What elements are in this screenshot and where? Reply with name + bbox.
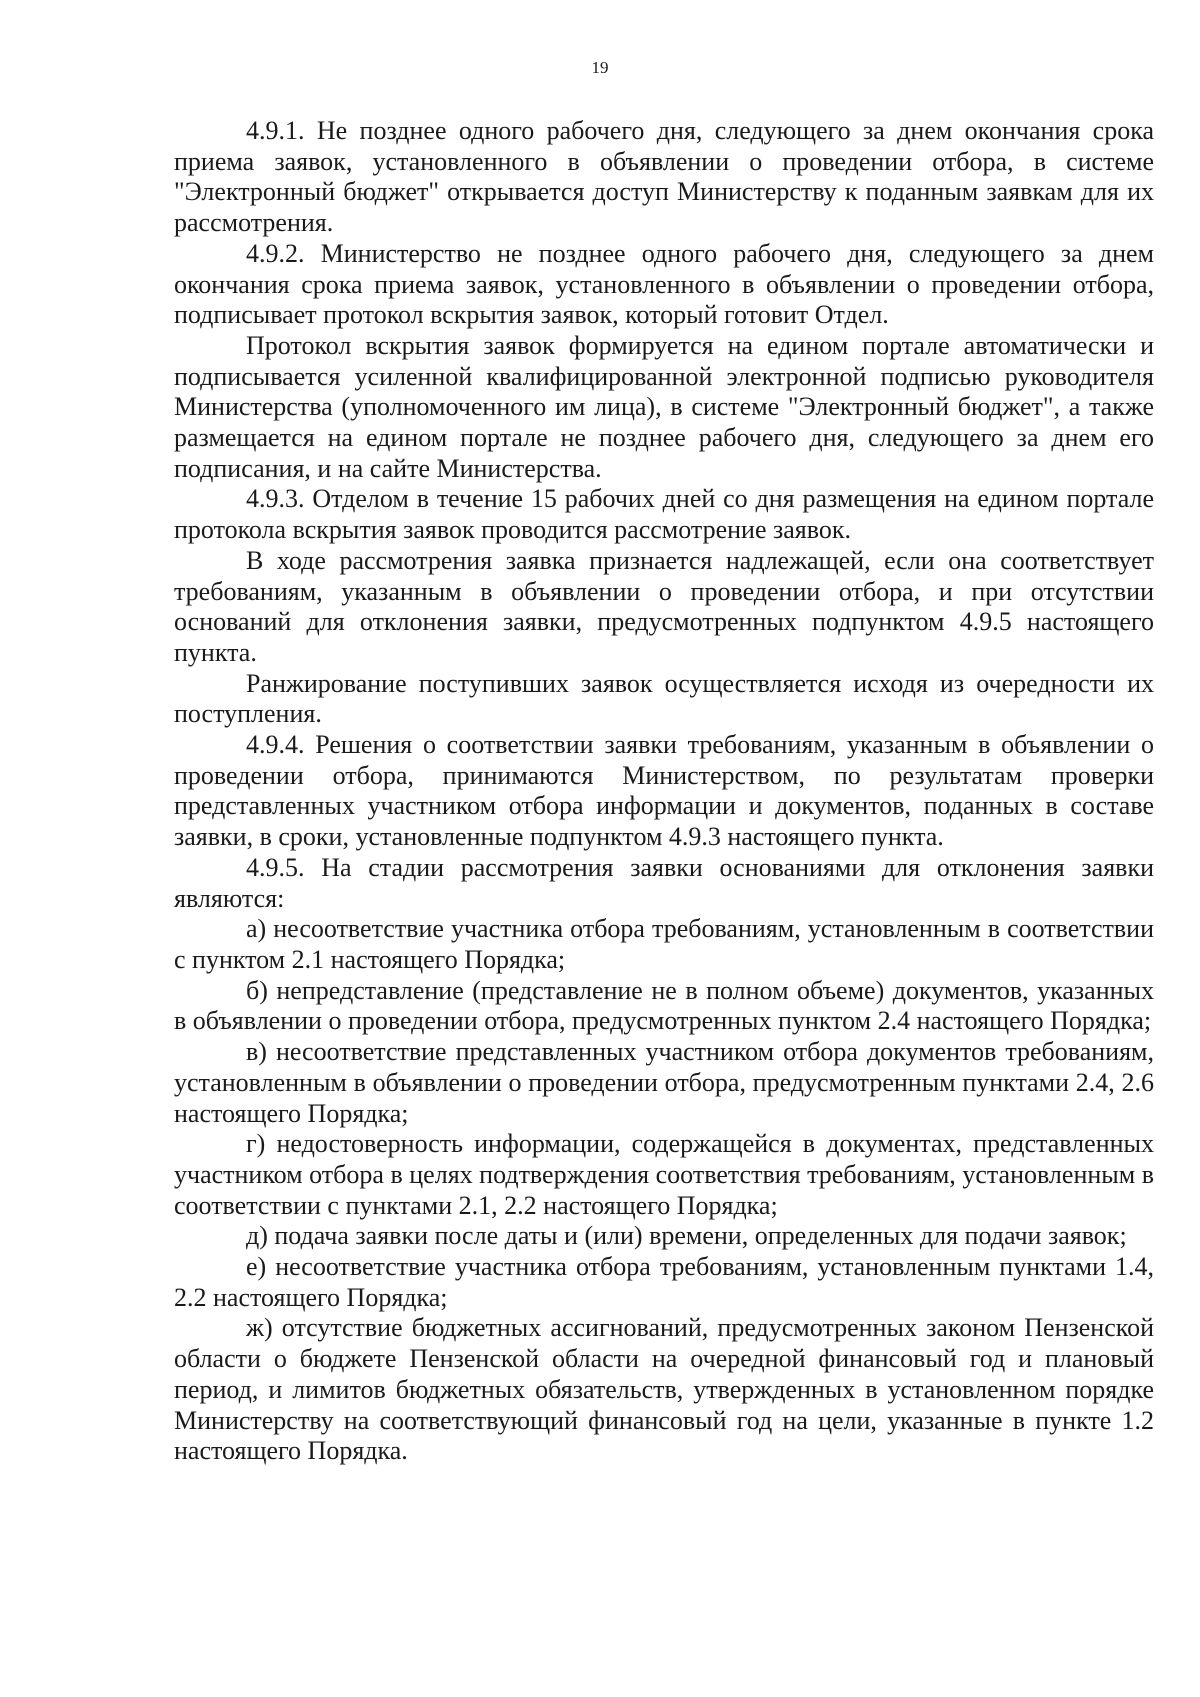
list-item-d: д) подача заявки после даты и (или) времени, определенных для подачи заявок; (246, 1221, 1127, 1251)
list-item-b: б) непредставление (представление не в полном объеме) документов, указанных в объявлении о проведении отбора, предусмотренных пунктом 2.4 настоящего Порядка; (174, 975, 1154, 1036)
paragraph-4-9-4: 4.9.4. Решения о соответствии заявки требованиям, указанным в объявлении о проведении отбора, принимаются Министерством, по результатам проверки представленных участником отбора информации и документов, поданных в составе заявки, в сроки, установленные подпунктом 4.9.3 настоящего пункта. (174, 730, 1154, 852)
list-item-g: г) недостоверность информации, содержащейся в документах, представленных участником отбора в целях подтверждения соответствия требованиям, установленным в соответствии с пунктами 2.1, 2.2 настоящего Порядка; (174, 1129, 1154, 1220)
paragraph-4-9-2: 4.9.2. Министерство не позднее одного рабочего дня, следующего за днем окончания срока приема заявок, установленного в объявлении о проведении отбора, подписывает протокол вскрытия заявок, который готовит Отдел. (174, 238, 1154, 330)
paragraph-ranking: Ранжирование поступивших заявок осуществляется исходя из очередности их поступления. (174, 668, 1154, 729)
list-item-e: е) несоответствие участника отбора требованиям, установленным пунктами 1.4, 2.2 настоящего Порядка; (174, 1252, 1154, 1312)
paragraph-review: В ходе рассмотрения заявка признается надлежащей, если она соответствует требованиям, указанным в объявлении о проведении отбора, и при отсутствии оснований для отклонения заявки, предусмотренных подпунктом 4.9.5 настоящего пункта. (174, 545, 1154, 667)
paragraph-4-9-5: 4.9.5. На стадии рассмотрения заявки основаниями для отклонения заявки являются: (174, 852, 1154, 913)
paragraph-4-9-3: 4.9.3. Отделом в течение 15 рабочих дней со дня размещения на едином портале протокола вскрытия заявок проводится рассмотрение заявок. (174, 484, 1154, 545)
list-item-a: а) несоответствие участника отбора требованиям, установленным в соответствии с пунктом 2.1 настоящего Порядка; (174, 914, 1154, 974)
paragraph-protocol: Протокол вскрытия заявок формируется на едином портале автоматически и подписывается усиленной квалифицированной электронной подписью руководителя Министерства (уполномоченного им лица), в системе "Электронный бюджет", а также размещается на едином портале не позднее рабочего дня, следующего за днем его подписания, и на сайте Министерства. (174, 330, 1154, 483)
paragraph-4-9-1: 4.9.1. Не позднее одного рабочего дня, следующего за днем окончания срока приема заявок, установленного в объявлении о проведении отбора, в системе "Электронный бюджет" открывается доступ Министерству к поданным заявкам для их рассмотрения. (174, 116, 1154, 238)
list-item-zh: ж) отсутствие бюджетных ассигнований, предусмотренных законом Пензенской области о бюджете Пензенской области на очередной финансовый год и плановый период, и лимитов бюджетных обязательств, утвержденных в установленном порядке Министерству на соответствующий финансовый год на цели, указанные в пункте 1.2 настоящего Порядка. (174, 1313, 1154, 1466)
list-item-v: в) несоответствие представленных участником отбора документов требованиям, установленным в объявлении о проведении отбора, предусмотренным пунктами 2.4, 2.6 настоящего Порядка; (174, 1037, 1154, 1128)
document-body (174, 116, 1154, 1467)
page-number: 19 (591, 58, 609, 77)
